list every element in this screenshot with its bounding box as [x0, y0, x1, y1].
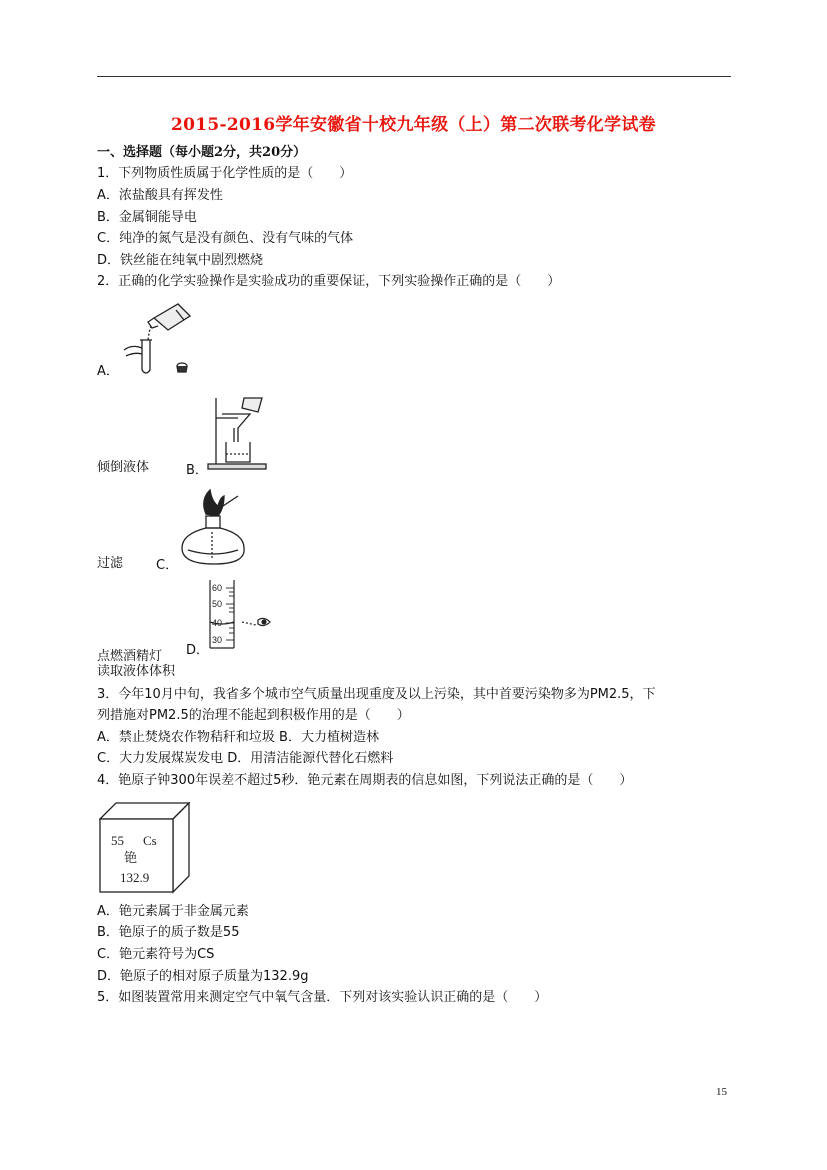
pouring-liquid-figure [118, 300, 198, 376]
header-rule [97, 76, 731, 77]
q1-option-b: B．金属铜能导电 [97, 210, 197, 225]
q3-stem-line2: 列措施对PM2.5的治理不能起到积极作用的是（ ） [97, 708, 410, 723]
q2-option-d-caption: 读取液体体积 [97, 664, 176, 679]
graduated-cylinder-figure [204, 578, 276, 650]
section-heading: 一、选择题（每小题2分，共20分） [97, 145, 307, 160]
q2-option-c-caption: 点燃酒精灯 [97, 649, 163, 664]
q4-option-c: C．铯元素符号为CS [97, 947, 215, 962]
q4-stem: 4．铯原子钟300年误差不超过5秒．铯元素在周期表的信息如图，下列说法正确的是（ ） [97, 773, 633, 788]
cylinder-mark-50: 50 [212, 599, 223, 609]
cylinder-mark-40: 40 [212, 618, 223, 628]
q3-options-ab: A．禁止焚烧农作物秸秆和垃圾 B．大力植树造林 [97, 730, 379, 745]
q2-option-c-label: C． [156, 558, 179, 573]
q2-option-d-label: D． [186, 643, 210, 658]
cesium-element-card [99, 802, 191, 894]
cylinder-mark-30: 30 [212, 635, 223, 645]
element-symbol: Cs [143, 833, 157, 848]
q2-option-b-label: B． [186, 463, 208, 478]
q3-options-cd: C．大力发展煤炭发电 D．用清洁能源代替化石燃料 [97, 751, 394, 766]
q4-option-a: A．铯元素属于非金属元素 [97, 904, 249, 919]
q1-option-a: A．浓盐酸具有挥发性 [97, 188, 223, 203]
element-name: 铯 [124, 850, 138, 865]
q2-stem: 2．正确的化学实验操作是实验成功的重要保证，下列实验操作正确的是（ ） [97, 274, 561, 289]
q4-option-b: B．铯原子的质子数是55 [97, 925, 240, 940]
alcohol-lamp-figure [176, 488, 248, 570]
q2-option-a-caption: 倾倒液体 [97, 460, 150, 475]
q4-option-d: D．铯原子的相对原子质量为132.9g [97, 969, 309, 984]
cylinder-mark-60: 60 [212, 583, 223, 593]
q5-stem: 5．如图装置常用来测定空气中氧气含量．下列对该实验认识正确的是（ ） [97, 990, 548, 1005]
element-atomic-number: 55 [111, 833, 124, 848]
filtration-figure [204, 394, 270, 472]
q1-option-c: C．纯净的氮气是没有颜色、没有气味的气体 [97, 231, 354, 246]
q1-stem: 1．下列物质性质属于化学性质的是（ ） [97, 166, 353, 181]
q3-stem-line1: 3．今年10月中旬，我省多个城市空气质量出现重度及以上污染，其中首要污染物多为PM2.5，下 [97, 687, 656, 702]
q2-option-a-label: A． [97, 364, 119, 379]
page-number: 15 [716, 1086, 727, 1098]
q1-option-d: D．铁丝能在纯氧中剧烈燃烧 [97, 253, 264, 268]
element-atomic-mass: 132.9 [120, 870, 150, 885]
exam-title: 2015-2016学年安徽省十校九年级（上）第二次联考化学试卷 [171, 115, 656, 135]
q2-option-b-caption: 过滤 [97, 556, 124, 571]
